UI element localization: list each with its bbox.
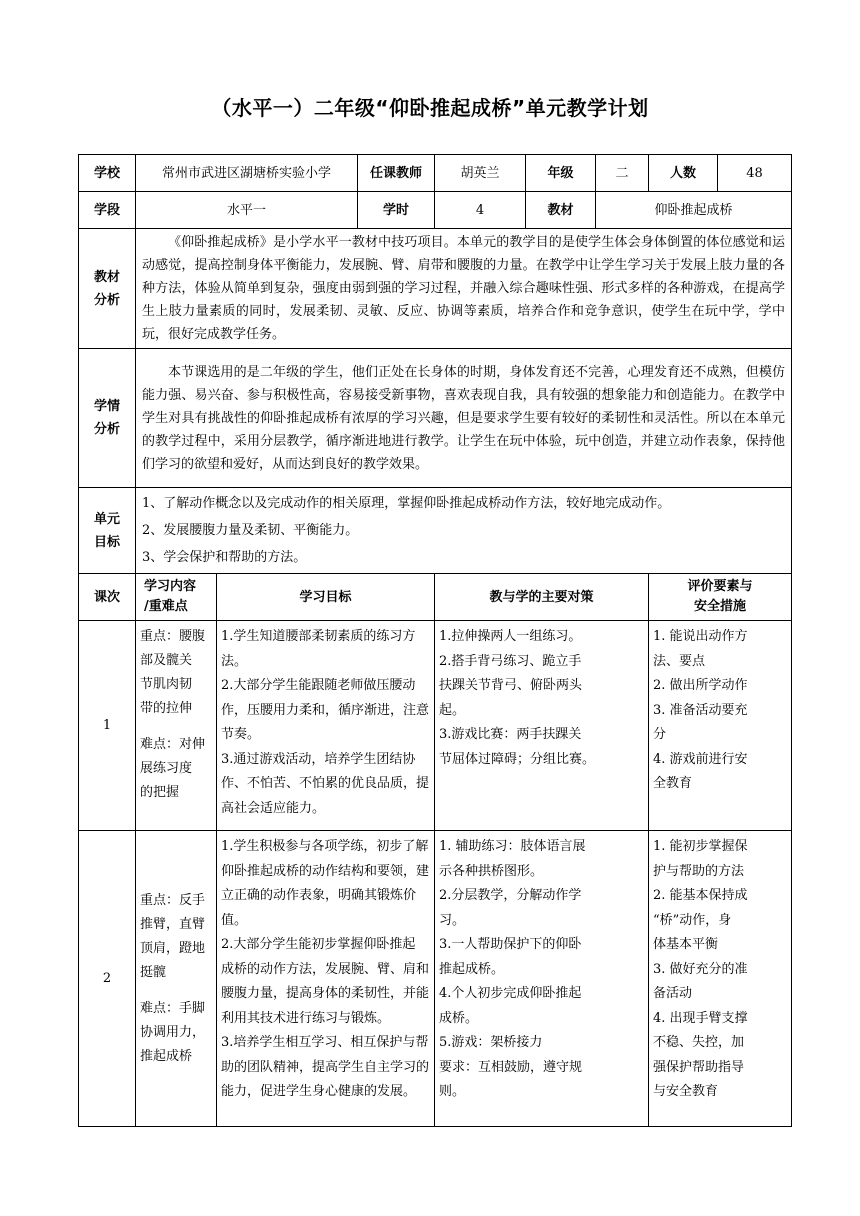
lesson-number-header: 课次 (79, 574, 136, 621)
lesson-row-1 (79, 621, 792, 831)
unit-goals-row (79, 488, 792, 574)
unit-goal-item: 3、学会保护和帮助的方法。 (142, 550, 307, 565)
unit-goal-item: 1、了解动作概念以及完成动作的相关原理，掌握仰卧推起成桥动作方法，较好地完成动作。 (142, 496, 671, 511)
student-analysis-text: 本节课选用的是二年级的学生，他们正处在长身体的时期，身体发育还不完善，心理发育还不成熟，但模仿能力强、易兴奋、参与积极性高，容易接受新事物，喜欢表现自我，具有较强的想象能力和创造能力。在教学中学生对具有挑战性的仰卧推起成桥有浓厚的学习兴趣，但是要求学生要有较好的柔韧性和灵活性。所以在本单元的教学过程中，采用分层教学，循序渐进地进行教学。让学生在玩中体验，玩中创造，并建立动作表象，保持他们学习的欲望和爱好，从而达到良好的教学效果。 (136, 349, 792, 488)
lesson-row-2 (79, 831, 792, 1127)
material-label: 教材 (526, 192, 596, 229)
info-row-level (79, 192, 792, 229)
hours-label: 学时 (358, 192, 435, 229)
lesson-objectives: 1.学生积极参与各项学练，初步了解 仰卧推起成桥的动作结构和要领，建 立正确的动作表象，明确其锻炼价 值。 2.大部分学生能初步掌握仰卧推起 成桥的动作方法，发展腕、臂、肩和 腰腹力量，提高身体的柔韧性，并能 利用其技术进行练习与锻炼。 3.培养学生相互学习、相互保护与帮 助的团队精神，提高学生自主学习的 能力，促进学生身心健康的发展。 (217, 831, 435, 1127)
level-value: 水平一 (136, 192, 358, 229)
lesson-content-header: 学习内容 /重难点 (136, 574, 217, 621)
material-value: 仰卧推起成桥 (596, 192, 792, 229)
count-value: 48 (718, 155, 792, 192)
material-analysis-label: 教材 分析 (79, 229, 136, 349)
unit-goals-label: 单元 目标 (79, 488, 136, 574)
info-row-school (79, 155, 792, 192)
school-label: 学校 (79, 155, 136, 192)
grade-value: 二 (596, 155, 649, 192)
school-value: 常州市武进区湖塘桥实验小学 (136, 155, 358, 192)
unit-goals-list (136, 488, 792, 574)
lesson-key-difficulty: 重点：腰腹 部及髋关 节肌肉韧 带的拉伸 难点：对伸 展练习度 的把握 (136, 621, 217, 831)
material-analysis-row (79, 229, 792, 349)
level-label: 学段 (79, 192, 136, 229)
student-analysis-row (79, 349, 792, 488)
material-analysis-text: 《仰卧推起成桥》是小学水平一教材中技巧项目。本单元的教学目的是使学生体会身体倒置的体位感觉和运动感觉，提高控制身体平衡能力，发展腕、臂、肩带和腰腹的力量。在教学中让学生学习关于发展上肢力量的各种方法，体验从简单到复杂，强度由弱到强的学习过程，并融入综合趣味性强、形式多样的各种游戏，在提高学生上肢力量素质的同时，发展柔韧、灵敏、反应、协调等素质，培养合作和竞争意识，使学生在玩中学，学中玩，很好完成教学任务。 (136, 229, 792, 349)
count-label: 人数 (649, 155, 718, 192)
lesson-strategies-header: 教与学的主要对策 (435, 574, 649, 621)
lesson-strategies: 1. 辅助练习：肢体语言展 示各种拱桥图形。 2.分层教学，分解动作学 习。 3.一人帮助保护下的仰卧 推起成桥。 4.个人初步完成仰卧推起 成桥。 5.游戏：架桥接力 要求：互相鼓励，遵守规 则。 (435, 831, 649, 1127)
lesson-objectives-header: 学习目标 (217, 574, 435, 621)
hours-value: 4 (435, 192, 526, 229)
grade-label: 年级 (526, 155, 596, 192)
lesson-objectives: 1.学生知道腰部柔韧素质的练习方 法。 2.大部分学生能跟随老师做压腰动 作，压腰用力柔和，循序渐进，注意 节奏。 3.通过游戏活动，培养学生团结协 作、不怕苦、不怕累的优良品质，提 高社会适应能力。 (217, 621, 435, 831)
unit-goal-item: 2、发展腰腹力量及柔韧、平衡能力。 (142, 523, 359, 538)
lesson-plan-table (78, 154, 792, 1127)
lesson-eval: 1. 能说出动作方 法、要点 2. 做出所学动作 3. 准备活动要充 分 4. 游戏前进行安 全教育 (649, 621, 792, 831)
teacher-label: 任课教师 (358, 155, 435, 192)
lesson-header-row (79, 574, 792, 621)
lesson-strategies: 1.拉伸操两人一组练习。 2.搭手背弓练习、跪立手 扶踝关节背弓、俯卧两头 起。 3.游戏比赛：两手扶踝关 节屈体过障碍；分组比赛。 (435, 621, 649, 831)
lesson-number: 2 (79, 831, 136, 1127)
student-analysis-label: 学情 分析 (79, 349, 136, 488)
teacher-value: 胡英兰 (435, 155, 526, 192)
lesson-number: 1 (79, 621, 136, 831)
lesson-eval-header: 评价要素与 安全措施 (649, 574, 792, 621)
lesson-key-difficulty: 重点：反手 推臂，直臂 顶肩，蹬地 挺髋 难点：手脚 协调用力， 推起成桥 (136, 831, 217, 1127)
lesson-eval: 1. 能初步掌握保 护与帮助的方法 2. 能基本保持成 “桥”动作，身 体基本平衡 3. 做好充分的准 备活动 4. 出现手臂支撑 不稳、失控，加 强保护帮助指导 与安全教育 (649, 831, 792, 1127)
page-title: （水平一）二年级“仰卧推起成桥”单元教学计划 (211, 96, 649, 120)
